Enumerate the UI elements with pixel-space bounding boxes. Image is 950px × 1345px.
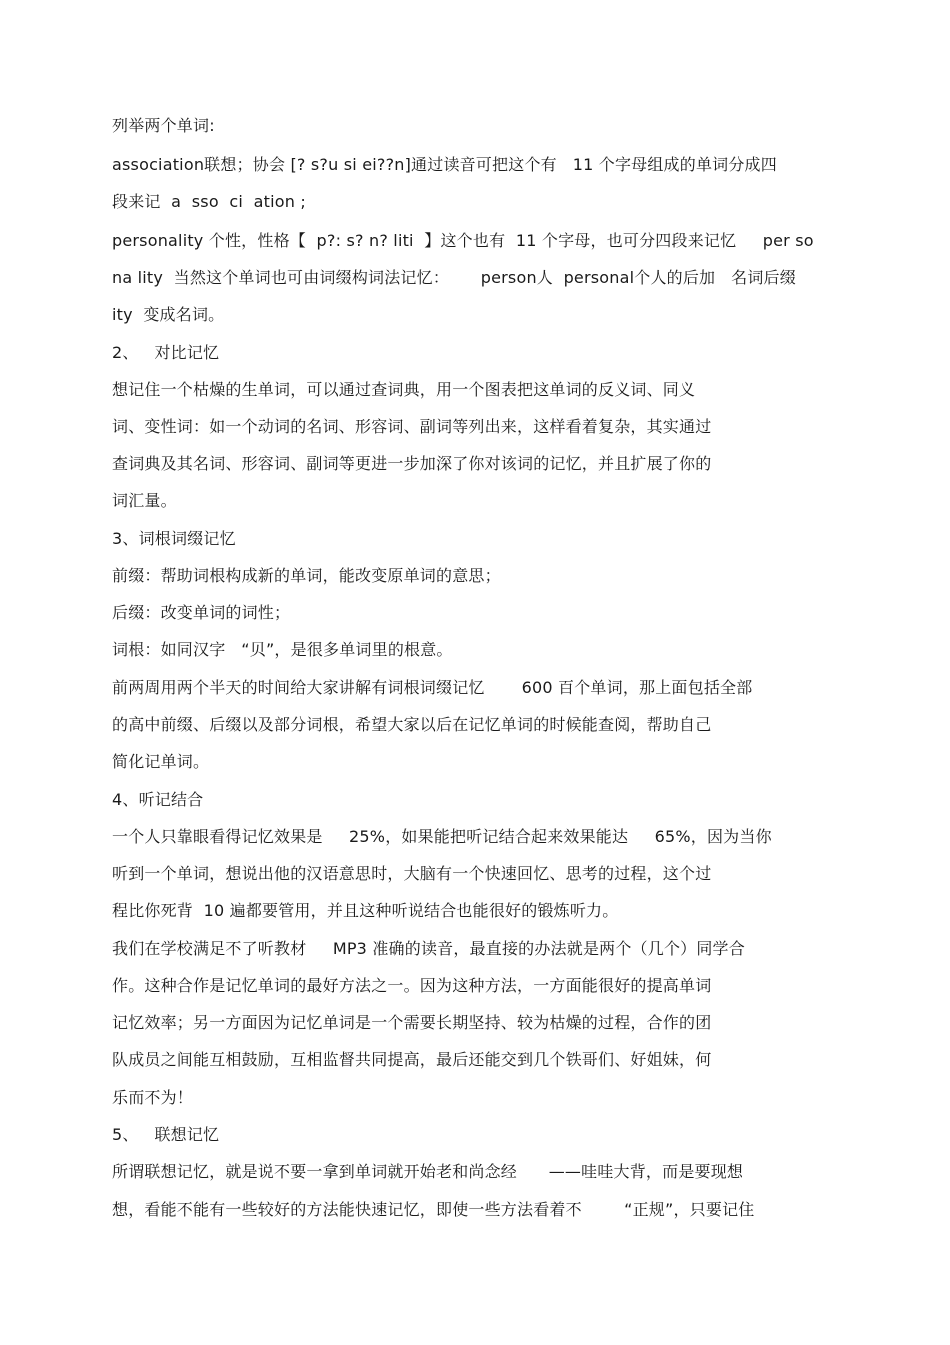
text-line: 后缀：改变单词的词性； <box>112 603 291 622</box>
text-line: 简化记单词。 <box>112 752 210 771</box>
text-line: 作。这种合作是记忆单词的最好方法之一。因为这种方法，一方面能很好的提高单词 <box>112 976 712 995</box>
text-line: 的高中前缀、后缀以及部分词根，希望大家以后在记忆单词的时候能查阅，帮助自己 <box>112 715 712 734</box>
text-line: association联想；协会 [? s?u si ei??n]通过读音可把这个有 11 个字母组成的单词分成四 <box>112 155 777 174</box>
text-line: 查词典及其名词、形容词、副词等更进一步加深了你对该词的记忆，并且扩展了你的 <box>112 454 712 473</box>
text-line: 段来记 a sso ci ation ; <box>112 192 306 211</box>
text-line: 乐而不为！ <box>112 1088 194 1107</box>
text-line: 队成员之间能互相鼓励，互相监督共同提高，最后还能交到几个铁哥们、好姐妹，何 <box>112 1050 712 1069</box>
text-line: 词汇量。 <box>112 491 177 510</box>
text-line: 想，看能不能有一些较好的方法能快速记忆，即使一些方法看着不 “正规”，只要记住 <box>112 1200 755 1219</box>
text-line: 程比你死背 10 遍都要管用，并且这种听说结合也能很好的锻炼听力。 <box>112 901 619 920</box>
text-line: 我们在学校满足不了听教材 MP3 准确的读音，最直接的办法就是两个（几个）同学合 <box>112 939 745 958</box>
text-line: 前两周用两个半天的时间给大家讲解有词根词缀记忆 600 百个单词，那上面包括全部 <box>112 678 753 697</box>
text-line: 列举两个单词: <box>112 116 215 135</box>
text-line: na lity 当然这个单词也可由词缀构词法记忆： person人 personal个人的后加 名词后缀 <box>112 268 796 287</box>
text-line: 想记住一个枯燥的生单词，可以通过查词典，用一个图表把这单词的反义词、同义 <box>112 380 696 399</box>
section-heading: 3、词根词缀记忆 <box>112 529 236 548</box>
text-line: personality 个性，性格【 p?: s? n? liti 】这个也有 11 个字母，也可分四段来记忆 per so <box>112 231 814 250</box>
section-heading: 5、 联想记忆 <box>112 1125 220 1144</box>
text-line: 一个人只靠眼看得记忆效果是 25%，如果能把听记结合起来效果能达 65%，因为当你 <box>112 827 772 846</box>
text-line: ity 变成名词。 <box>112 305 225 324</box>
text-line: 词根：如同汉字 “贝”，是很多单词里的根意。 <box>112 640 453 659</box>
text-line: 词、变性词：如一个动词的名词、形容词、副词等列出来，这样看着复杂，其实通过 <box>112 417 712 436</box>
text-line: 所谓联想记忆，就是说不要一拿到单词就开始老和尚念经 ——哇哇大背，而是要现想 <box>112 1162 744 1181</box>
section-heading: 4、听记结合 <box>112 790 204 809</box>
text-line: 记忆效率；另一方面因为记忆单词是一个需要长期坚持、较为枯燥的过程，合作的团 <box>112 1013 712 1032</box>
text-line: 前缀：帮助词根构成新的单词，能改变原单词的意思； <box>112 566 501 585</box>
text-line: 听到一个单词，想说出他的汉语意思时，大脑有一个快速回忆、思考的过程，这个过 <box>112 864 712 883</box>
section-heading: 2、 对比记忆 <box>112 343 220 362</box>
